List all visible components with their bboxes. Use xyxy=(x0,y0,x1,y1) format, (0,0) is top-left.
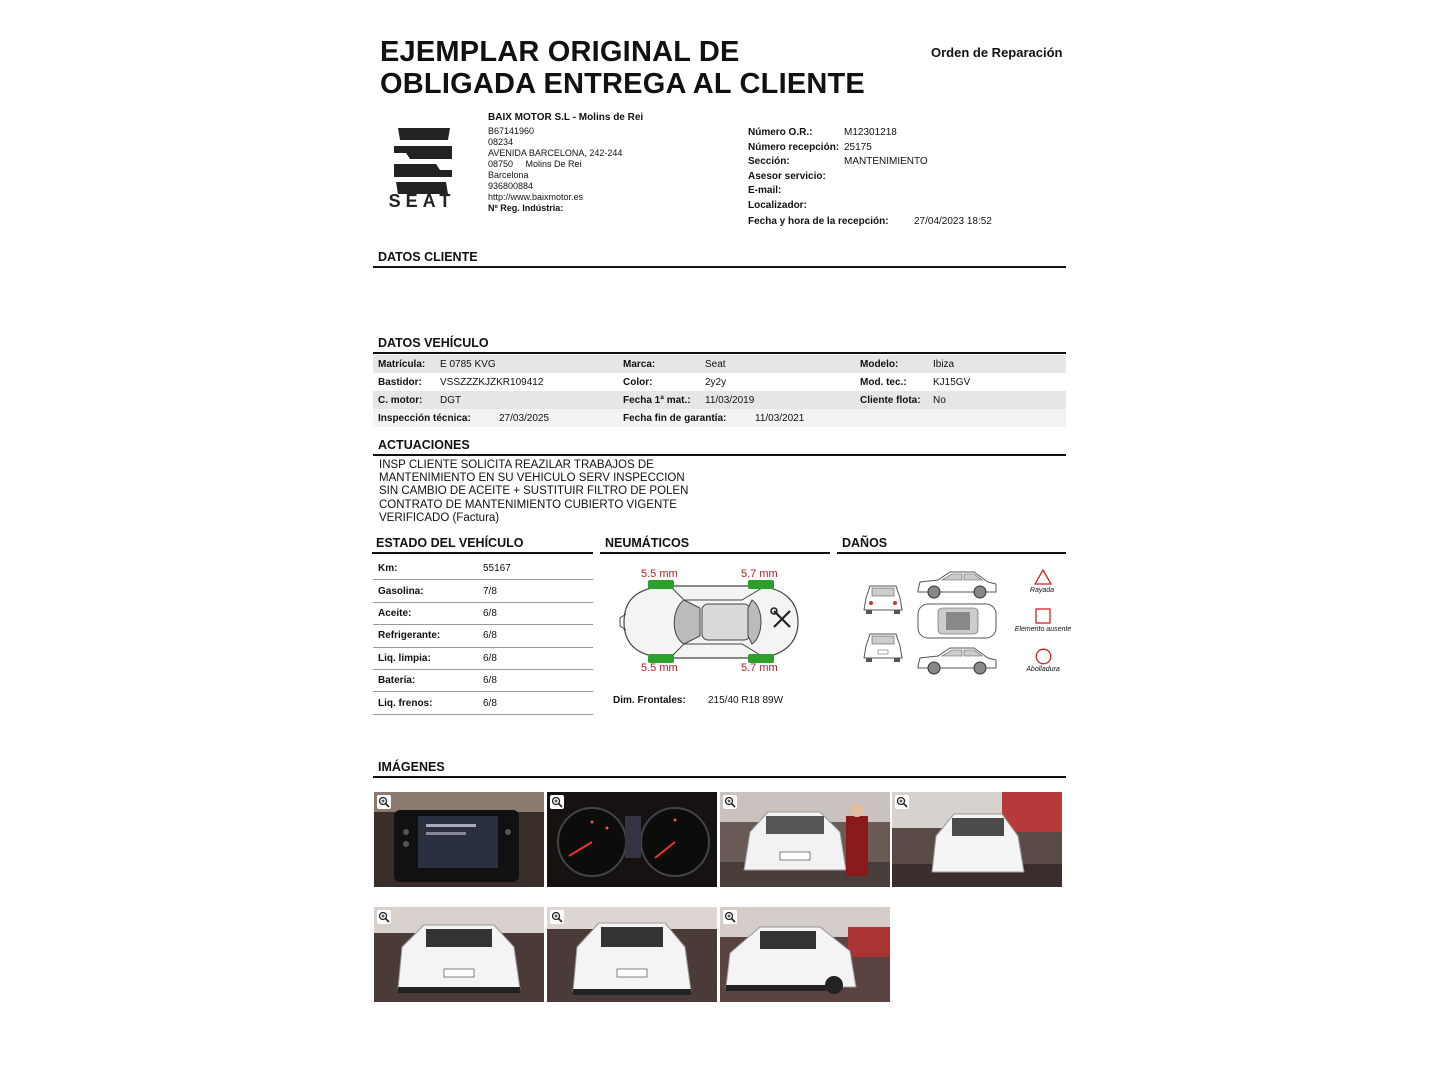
table-row xyxy=(373,391,1066,409)
circle-icon xyxy=(1035,648,1052,665)
front-car-photo[interactable] xyxy=(892,792,1062,887)
meta-row xyxy=(748,200,992,215)
zoom-icon xyxy=(377,795,391,809)
car-side-view-icon xyxy=(918,648,996,674)
meta-label: Número O.R.: xyxy=(748,127,813,138)
dim-value: 215/40 R18 89W xyxy=(708,695,784,706)
table-row xyxy=(373,670,593,692)
company-city-line xyxy=(488,159,643,170)
section-imagenes: IMÁGENES xyxy=(373,760,1066,778)
estado-label: Km: xyxy=(378,563,398,575)
meta-value: MANTENIMIENTO xyxy=(844,156,928,167)
actuacion-line: INSP CLIENTE SOLICITA REAZILAR TRABAJOS DE xyxy=(379,459,654,471)
meta-label: E-mail: xyxy=(748,185,782,196)
company-city: Molins De Rei xyxy=(525,159,582,169)
table-row xyxy=(373,603,593,625)
company-line: 08234 xyxy=(488,137,514,147)
title-line-1: EJEMPLAR ORIGINAL DE xyxy=(380,36,740,68)
dashboard-screen-photo[interactable] xyxy=(374,792,544,887)
zoom-icon xyxy=(723,795,737,809)
company-info xyxy=(488,112,643,214)
actuacion-line: SIN CAMBIO DE ACEITE + SUSTITUIR FILTRO DE POLEN xyxy=(379,485,689,498)
section-danos: DAÑOS xyxy=(837,536,1066,554)
order-meta xyxy=(748,127,992,231)
vehicle-value: Seat xyxy=(705,358,726,370)
table-row xyxy=(373,373,1066,391)
actuacion-line: CONTRATO DE MANTENIMIENTO CUBIERTO VIGENTE xyxy=(379,498,677,511)
car-front-view-icon xyxy=(864,586,902,614)
seat-logo-icon xyxy=(372,126,472,210)
tire-front-right-depth: 5.7 mm xyxy=(741,568,778,580)
vehicle-value: No xyxy=(933,394,946,406)
company-reg-label: Nº Reg. Indústria: xyxy=(488,203,564,213)
table-row xyxy=(373,625,593,647)
estado-label: Gasolina: xyxy=(378,585,424,597)
actuacion-line: VERIFICADO (Factura) xyxy=(379,511,500,524)
section-datos-cliente: DATOS CLIENTE xyxy=(373,250,1066,268)
legend-label-elemento-ausente: Elemento ausente xyxy=(1014,626,1072,633)
damage-diagram xyxy=(860,566,1005,678)
estado-table xyxy=(373,558,593,715)
table-row xyxy=(373,580,593,602)
meta-label: Fecha y hora de la recepción: xyxy=(748,216,889,227)
rear-three-quarter-photo[interactable] xyxy=(720,907,890,1002)
meta-row xyxy=(748,156,992,171)
instrument-cluster-photo[interactable] xyxy=(547,792,717,887)
vehicle-value: KJ15GV xyxy=(933,376,971,388)
company-line: Barcelona xyxy=(488,170,529,180)
meta-value: 27/04/2023 18:52 xyxy=(914,216,992,227)
table-row xyxy=(373,558,593,580)
vehicle-label: Marca: xyxy=(623,358,656,370)
meta-label: Sección: xyxy=(748,156,790,167)
estado-value: 6/8 xyxy=(483,652,497,664)
vehicle-label: Fecha fin de garantía: xyxy=(623,412,727,424)
vehicle-value: 27/03/2025 xyxy=(499,412,550,424)
car-rear-view-icon xyxy=(864,634,902,662)
actuaciones-text xyxy=(379,459,739,525)
tire-dimensions xyxy=(613,695,783,706)
square-icon xyxy=(1035,608,1051,624)
estado-label: Liq. frenos: xyxy=(378,697,433,709)
vehicle-value: 11/03/2019 xyxy=(705,394,755,406)
section-estado-vehiculo: ESTADO DEL VEHÍCULO xyxy=(372,536,593,554)
legend-label-abolladura: Abolladura xyxy=(1026,666,1060,673)
vehicle-label: Cliente flota: xyxy=(860,394,921,406)
estado-value: 55167 xyxy=(483,563,511,575)
company-line: http://www.baixmotor.es xyxy=(488,192,584,202)
zoom-icon xyxy=(377,910,391,924)
car-top-view-small-icon xyxy=(918,604,996,638)
estado-label: Batería: xyxy=(378,675,416,687)
meta-value: M12301218 xyxy=(844,127,897,138)
vehicle-label: Mod. tec.: xyxy=(860,376,907,388)
table-row xyxy=(373,355,1066,373)
estado-value: 6/8 xyxy=(483,675,497,687)
meta-label: Localizador: xyxy=(748,199,807,211)
zoom-icon xyxy=(550,795,564,809)
section-neumaticos: NEUMÁTICOS xyxy=(600,536,830,554)
front-car-mechanic-photo[interactable] xyxy=(720,792,890,887)
company-postcode: 08750 xyxy=(488,159,514,169)
estado-label: Refrigerante: xyxy=(378,630,441,642)
section-datos-vehiculo: DATOS VEHÍCULO xyxy=(373,336,1066,354)
table-row xyxy=(373,409,1066,427)
rear-car-photo-2[interactable] xyxy=(547,907,717,1002)
document-title xyxy=(380,36,865,100)
vehicle-label: C. motor: xyxy=(378,394,423,406)
company-line: B67141960 xyxy=(488,126,535,136)
estado-value: 7/8 xyxy=(483,585,497,597)
section-actuaciones: ACTUACIONES xyxy=(373,438,1066,456)
vehicle-value: E 0785 KVG xyxy=(440,358,496,370)
title-line-2: OBLIGADA ENTREGA AL CLIENTE xyxy=(380,68,865,100)
vehicle-value: 2y2y xyxy=(705,376,727,388)
meta-row xyxy=(748,142,992,157)
company-name: BAIX MOTOR S.L - Molins de Rei xyxy=(488,112,644,123)
zoom-icon xyxy=(723,910,737,924)
table-row xyxy=(373,648,593,670)
estado-value: 6/8 xyxy=(483,697,497,709)
vehicle-value: Ibiza xyxy=(933,358,955,370)
table-row xyxy=(373,692,593,714)
vehicle-value: DGT xyxy=(440,394,462,406)
logo-text: SEAT xyxy=(388,191,456,210)
company-line: 936800884 xyxy=(488,181,534,191)
estado-value: 6/8 xyxy=(483,607,497,619)
vehicle-value: VSSZZZKJZKR109412 xyxy=(440,376,544,388)
zoom-icon xyxy=(895,795,909,809)
legend-label-rayada: Rayada xyxy=(1029,587,1055,594)
tire-front-left-depth: 5.5 mm xyxy=(641,568,678,580)
meta-value: 25175 xyxy=(844,141,872,153)
meta-label: Número recepción: xyxy=(748,141,840,153)
estado-label: Aceite: xyxy=(378,607,412,619)
dim-label: Dim. Frontales: xyxy=(613,695,686,706)
vehicle-label: Fecha 1ª mat.: xyxy=(623,394,691,406)
car-views-icon xyxy=(860,566,1005,678)
document-type: Orden de Reparación xyxy=(931,45,1063,60)
tire-front-left xyxy=(648,580,674,589)
triangle-icon xyxy=(1034,569,1052,585)
vehicle-label: Color: xyxy=(623,376,653,388)
meta-row xyxy=(748,185,992,200)
meta-row xyxy=(748,216,992,231)
vehicle-label: Matrícula: xyxy=(378,358,426,370)
tire-rear-right-depth: 5.7 mm xyxy=(741,662,778,674)
vehicle-table xyxy=(373,355,1066,427)
zoom-icon xyxy=(550,910,564,924)
vehicle-label: Bastidor: xyxy=(378,376,422,388)
rear-car-photo-1[interactable] xyxy=(374,907,544,1002)
tire-front-right xyxy=(748,580,774,589)
company-line: AVENIDA BARCELONA, 242-244 xyxy=(488,148,623,158)
actuacion-line: MANTENIMIENTO EN SU VEHICULO SERV INSPECCION xyxy=(379,472,685,485)
car-side-view-icon xyxy=(918,572,996,598)
estado-label: Liq. limpia: xyxy=(378,652,431,664)
meta-label: Asesor servicio: xyxy=(748,170,826,182)
vehicle-label: Inspección técnica: xyxy=(378,412,471,424)
vehicle-value: 11/03/2021 xyxy=(755,412,805,424)
tire-rear-left-depth: 5.5 mm xyxy=(641,662,678,674)
vehicle-label: Modelo: xyxy=(860,358,899,370)
meta-row xyxy=(748,171,992,186)
estado-value: 6/8 xyxy=(483,630,497,642)
meta-row xyxy=(748,127,992,142)
